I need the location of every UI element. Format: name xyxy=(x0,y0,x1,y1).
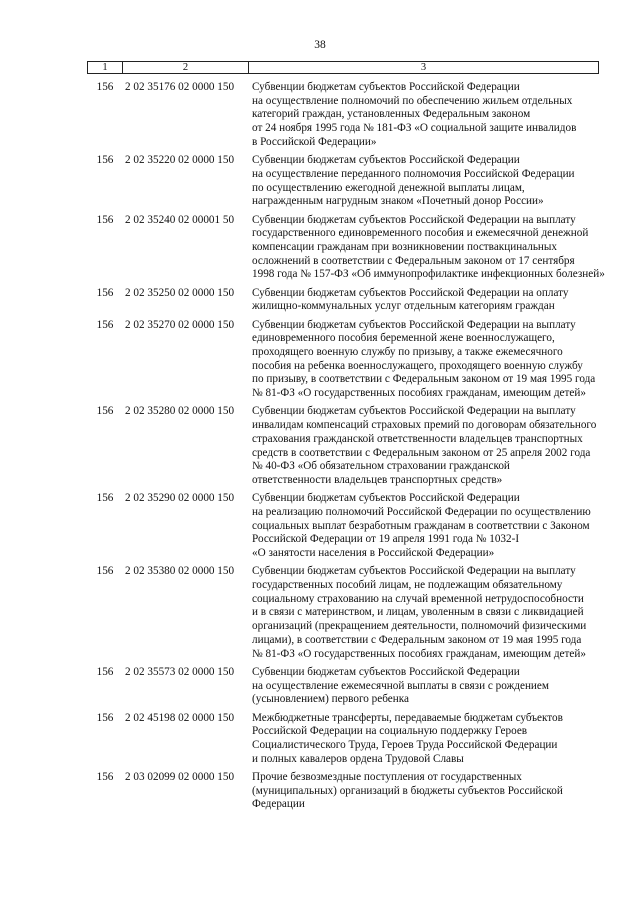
admin-code-cell: 156 xyxy=(96,770,114,783)
description-line: по осуществлению ежегодной денежной выплаты лицам, xyxy=(252,181,525,194)
description-line: осложнений в соответствии с Федеральным законом от 17 сентября xyxy=(252,254,575,267)
header-col-3: 3 xyxy=(248,62,598,73)
description-line: социальному страхованию на случай временной нетрудоспособности xyxy=(252,592,584,605)
table-row xyxy=(87,771,607,812)
table-row xyxy=(87,319,607,401)
description-line: Федерации xyxy=(252,798,305,811)
table-row xyxy=(87,492,607,561)
table-row xyxy=(87,81,607,150)
table-row xyxy=(87,287,607,314)
description-line: государственных пособий лицам, не подлежащим обязательному xyxy=(252,579,563,592)
description-line: единовременного пособия беременной жене военнослужащего, xyxy=(252,332,555,345)
admin-code-cell: 156 xyxy=(96,318,114,331)
description-line: № 81-ФЗ «О государственных пособиях гражданам, имеющим детей» xyxy=(252,647,586,660)
description-line: инвалидам компенсаций страховых премий по договорам обязательного xyxy=(252,419,597,432)
description-line: (усыновлением) первого ребенка xyxy=(252,693,409,706)
description-line: Социалистического Труда, Героев Труда Российской Федерации xyxy=(252,738,558,751)
description-line: № 40-ФЗ «Об обязательном страховании гражданской xyxy=(252,460,510,473)
description-line: на реализацию полномочий Российской Федерации по осуществлению xyxy=(252,505,591,518)
description-line: «О занятости населения в Российской Федерации» xyxy=(252,547,495,560)
description-line: Субвенции бюджетам субъектов Российской Федерации на оплату xyxy=(252,286,569,299)
description-line: государственного единовременного пособия и ежемесячной денежной xyxy=(252,227,589,240)
description-line: организаций (прекращением деятельности, полномочий физическими xyxy=(252,620,587,633)
admin-code-cell: 156 xyxy=(96,154,114,167)
description-line: Российской Федерации от 19 апреля 1991 года № 1032-I xyxy=(252,533,520,546)
budget-code-cell: 2 02 45198 02 0000 150 xyxy=(125,711,235,724)
header-col-2: 2 xyxy=(122,62,248,73)
description-line: Субвенции бюджетам субъектов Российской Федерации на выплату xyxy=(252,213,576,226)
table-row xyxy=(87,565,607,661)
description-line: награжденным нагрудным знаком «Почетный донор России» xyxy=(252,195,544,208)
description-line: Субвенции бюджетам субъектов Российской Федерации на выплату xyxy=(252,405,576,418)
table-row xyxy=(87,154,607,209)
description-cell xyxy=(250,666,607,707)
description-line: лицами), в соответствии с Федеральным законом от 19 мая 1995 года xyxy=(252,633,582,646)
description-cell xyxy=(250,81,607,150)
admin-code-cell: 156 xyxy=(96,213,114,226)
description-line: Субвенции бюджетам субъектов Российской Федерации на выплату xyxy=(252,318,576,331)
description-line: на осуществление полномочий по обеспечению жильем отдельных xyxy=(252,94,573,107)
description-line: страхования гражданской ответственности владельцев транспортных xyxy=(252,432,583,445)
table-row xyxy=(87,666,607,707)
budget-code-cell: 2 02 35573 02 0000 150 xyxy=(125,665,235,678)
budget-code-cell: 2 02 35176 02 0000 150 xyxy=(125,81,235,93)
budget-code-cell: 2 02 35270 02 0000 150 xyxy=(125,318,235,331)
description-line: жилищно-коммунальных услуг отдельным категориям граждан xyxy=(252,300,555,313)
description-line: ответственности владельцев транспортных средств» xyxy=(252,473,503,486)
admin-code-cell: 156 xyxy=(96,711,114,724)
admin-code-cell: 156 xyxy=(96,492,114,505)
description-line: от 24 ноября 1995 года № 181-ФЗ «О социальной защите инвалидов xyxy=(252,122,577,135)
admin-code-cell: 156 xyxy=(96,405,114,418)
description-line: 1998 года № 157-ФЗ «Об иммунопрофилактике инфекционных болезней» xyxy=(252,268,605,281)
description-line: Субвенции бюджетам субъектов Российской Федерации на выплату xyxy=(252,565,576,578)
admin-code-cell: 156 xyxy=(96,665,114,678)
description-cell xyxy=(250,214,607,283)
budget-code-cell: 2 02 35280 02 0000 150 xyxy=(125,405,235,418)
description-line: Прочие безвозмездные поступления от государственных xyxy=(252,770,522,783)
description-line: Межбюджетные трансферты, передаваемые бюджетам субъектов xyxy=(252,711,563,724)
budget-code-cell: 2 03 02099 02 0000 150 xyxy=(125,770,235,783)
description-line: на осуществление ежемесячной выплаты в связи с рождением xyxy=(252,679,549,692)
description-line: компенсации гражданам при возникновении поствакцинальных xyxy=(252,240,558,253)
description-line: и в связи с материнством, и лицам, уволенным в связи с ликвидацией xyxy=(252,606,584,619)
table-row xyxy=(87,712,607,767)
description-line: по призыву, в соответствии с Федеральным законом от 19 мая 1995 года xyxy=(252,373,596,386)
budget-code-cell: 2 02 35240 02 00001 50 xyxy=(125,213,235,226)
page-number: 38 xyxy=(314,39,326,51)
budget-code-cell: 2 02 35380 02 0000 150 xyxy=(125,565,235,578)
description-line: пособия на ребенка военнослужащего, проходящего военную службу xyxy=(252,359,583,372)
header-col-1: 1 xyxy=(102,62,108,73)
description-cell xyxy=(250,154,607,209)
description-line: Субвенции бюджетам субъектов Российской Федерации xyxy=(252,492,520,505)
description-line: Субвенции бюджетам субъектов Российской Федерации xyxy=(252,81,520,93)
table-body xyxy=(87,81,607,817)
description-cell xyxy=(250,565,607,661)
description-cell xyxy=(250,319,607,401)
description-cell xyxy=(250,405,607,487)
description-line: Российской Федерации на социальную поддержку Героев xyxy=(252,725,528,738)
description-line: проходящего военную службу по призыву, а также ежемесячного xyxy=(252,346,563,359)
description-cell xyxy=(250,492,607,561)
table-row xyxy=(87,405,607,487)
description-cell xyxy=(250,287,607,314)
description-cell xyxy=(250,771,607,812)
admin-code-cell: 156 xyxy=(96,286,114,299)
description-line: на осуществление переданного полномочия Российской Федерации xyxy=(252,167,575,180)
description-line: категорий граждан, установленных Федеральным законом xyxy=(252,108,531,121)
description-line: (муниципальных) организаций в бюджеты субъектов Российской xyxy=(252,784,563,797)
description-line: № 81-ФЗ «О государственных пособиях гражданам, имеющим детей» xyxy=(252,387,586,400)
description-line: средств в соответствии с Федеральным законом от 25 апреля 2002 года xyxy=(252,446,591,459)
description-line: Субвенции бюджетам субъектов Российской Федерации xyxy=(252,665,520,678)
budget-code-cell: 2 02 35220 02 0000 150 xyxy=(125,154,235,167)
budget-code-cell: 2 02 35250 02 0000 150 xyxy=(125,286,235,299)
admin-code-cell: 156 xyxy=(96,81,114,93)
admin-code-cell: 156 xyxy=(96,565,114,578)
description-line: Субвенции бюджетам субъектов Российской Федерации xyxy=(252,154,520,167)
table-header xyxy=(87,61,599,74)
description-line: и полных кавалеров ордена Трудовой Славы xyxy=(252,752,464,765)
budget-code-cell: 2 02 35290 02 0000 150 xyxy=(125,492,235,505)
description-line: в Российской Федерации» xyxy=(252,135,377,148)
table-row xyxy=(87,214,607,283)
description-cell xyxy=(250,712,607,767)
description-line: социальных выплат безработным гражданам в соответствии с Законом xyxy=(252,519,590,532)
